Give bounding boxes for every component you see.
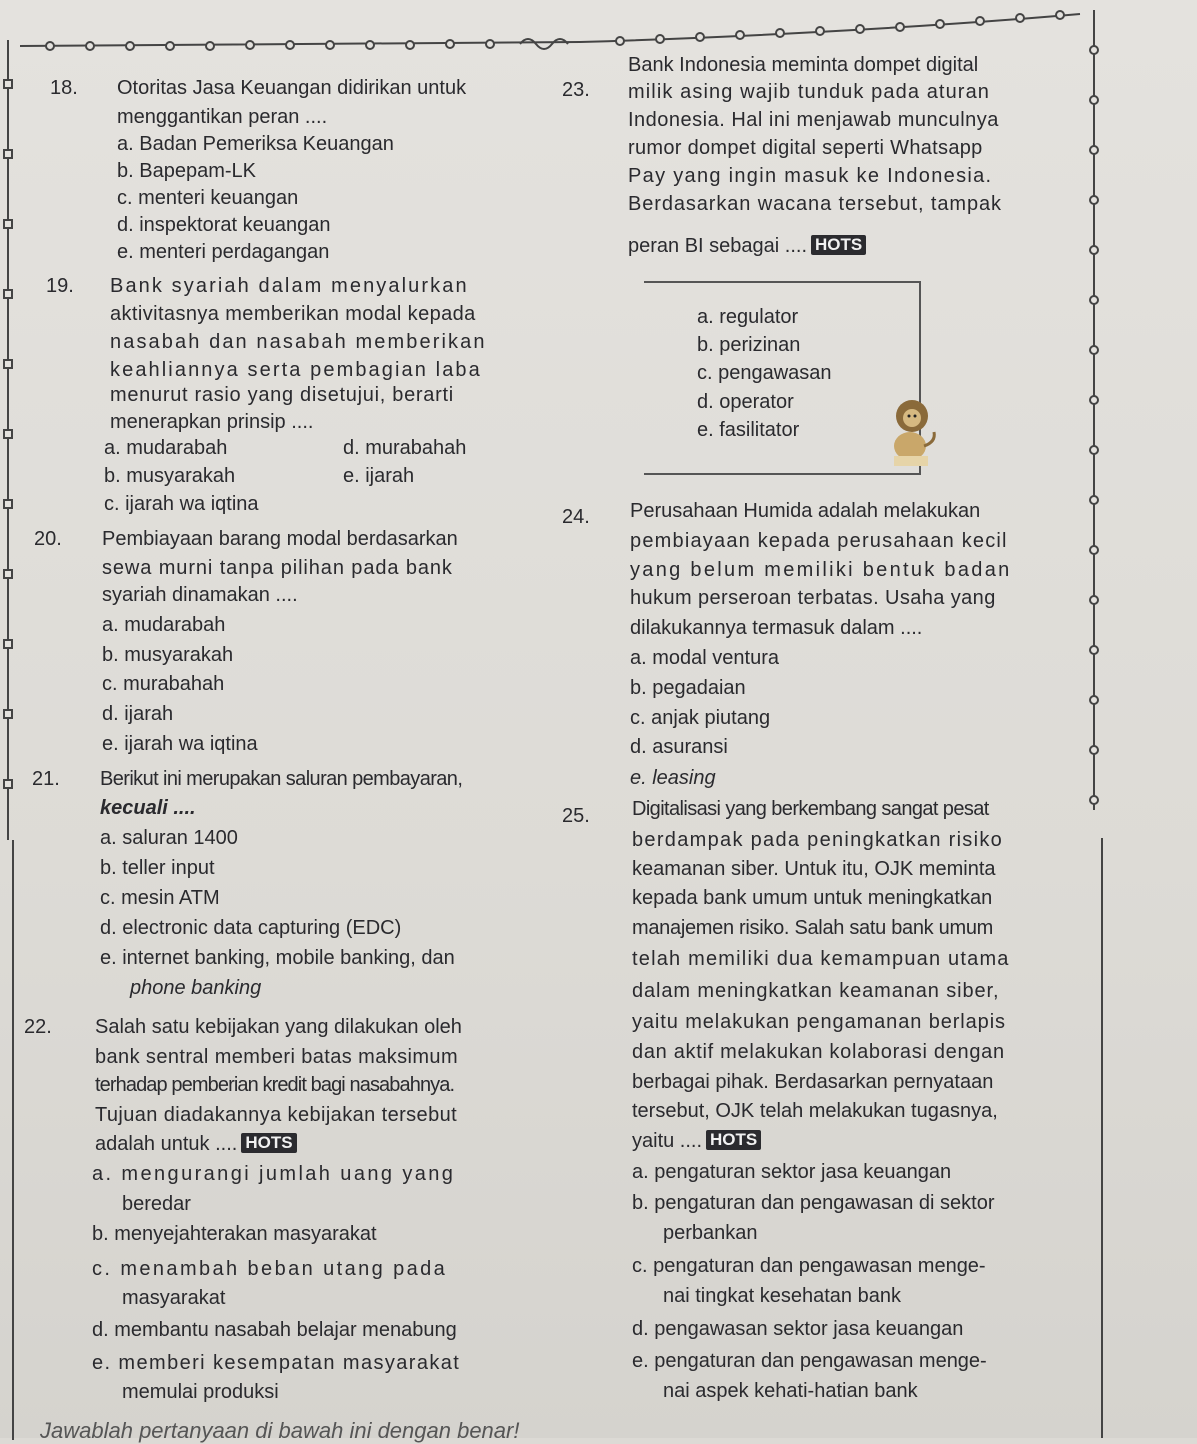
answer-option[interactable]: a. Badan Pemeriksa Keuangan <box>117 133 394 155</box>
question-stem: menerapkan prinsip .... <box>110 411 314 433</box>
decorative-border-right-lower <box>1101 838 1117 1438</box>
question-stem: Pay yang ingin masuk ke Indonesia. <box>628 165 993 187</box>
question-number: 18. <box>50 77 78 99</box>
question-stem: menurut rasio yang disetujui, berarti <box>110 384 454 406</box>
question-stem: Berikut ini merupakan saluran pembayaran, <box>100 768 463 790</box>
question-stem: peran BI sebagai .... HOTS <box>628 232 866 262</box>
answer-option[interactable]: c. menteri keuangan <box>117 187 299 209</box>
answer-option[interactable]: c. pengaturan dan pengawasan menge- <box>632 1255 986 1277</box>
question-stem: rumor dompet digital seperti Whatsapp <box>628 137 983 159</box>
answer-option[interactable]: d. pengawasan sektor jasa keuangan <box>632 1318 964 1340</box>
answer-option[interactable]: b. pengaturan dan pengawasan di sektor <box>632 1192 995 1214</box>
answer-option[interactable]: d. inspektorat keuangan <box>117 214 331 236</box>
question-stem: aktivitasnya memberikan modal kepada <box>110 303 476 325</box>
question-number: 23. <box>562 79 590 101</box>
answer-option[interactable]: d. ijarah <box>102 703 174 725</box>
question-stem: syariah dinamakan .... <box>102 584 298 606</box>
answer-option[interactable]: d. operator <box>697 391 794 413</box>
answer-option[interactable]: d. murabahah <box>343 437 467 459</box>
answer-option[interactable]: a. modal ventura <box>630 647 779 669</box>
answer-option[interactable]: c. anjak piutang <box>630 707 771 729</box>
answer-option[interactable]: b. perizinan <box>697 334 801 356</box>
question-stem: berdampak pada peningkatkan risiko <box>632 829 1004 851</box>
question-number: 24. <box>562 506 590 528</box>
question-stem: Pembiayaan barang modal berdasarkan <box>102 528 458 550</box>
question-stem: Bank Indonesia meminta dompet digital <box>628 54 979 76</box>
answer-option[interactable]: e. memberi kesempatan masyarakat <box>92 1352 461 1374</box>
answer-option-continuation: beredar <box>122 1193 191 1215</box>
answer-option-continuation: memulai produksi <box>122 1381 279 1403</box>
question-stem: yang belum memiliki bentuk badan <box>630 559 1012 581</box>
answer-option[interactable]: b. musyarakah <box>104 465 236 487</box>
answer-option[interactable]: a. pengaturan sektor jasa keuangan <box>632 1161 952 1183</box>
answer-option[interactable]: b. musyarakah <box>102 644 234 666</box>
question-stem: kepada bank umum untuk meningkatkan <box>632 887 993 909</box>
question-stem: milik asing wajib tunduk pada aturan <box>628 81 991 103</box>
decorative-chain-border-right <box>1070 10 1106 810</box>
question-stem: dilakukannya termasuk dalam .... <box>630 617 923 639</box>
question-stem: Berdasarkan wacana tersebut, tampak <box>628 193 1002 215</box>
question-stem: menggantikan peran .... <box>117 106 328 128</box>
question-stem: terhadap pemberian kredit bagi nasabahnya. <box>95 1074 455 1096</box>
hots-badge: HOTS <box>811 235 866 255</box>
question-stem: bank sentral memberi batas maksimum <box>95 1046 459 1068</box>
answer-option[interactable]: c. murabahah <box>102 673 225 695</box>
answer-option[interactable]: c. mesin ATM <box>100 887 220 909</box>
answer-option[interactable]: e. menteri perdagangan <box>117 241 330 263</box>
instruction-footer-partial: Jawablah pertanyaan di bawah ini dengan benar! <box>40 1418 520 1443</box>
answer-option[interactable]: e. ijarah wa iqtina <box>102 733 258 755</box>
answer-option[interactable]: b. Bapepam-LK <box>117 160 256 182</box>
question-number: 20. <box>34 528 62 550</box>
answer-option[interactable]: b. teller input <box>100 857 215 879</box>
answer-option-continuation: nai aspek kehati-hatian bank <box>663 1380 918 1402</box>
question-stem: keamanan siber. Untuk itu, OJK meminta <box>632 858 996 880</box>
answer-option[interactable]: a. regulator <box>697 306 799 328</box>
question-number: 25. <box>562 805 590 827</box>
question-stem: Bank syariah dalam menyalurkan <box>110 275 469 297</box>
question-stem: sewa murni tanpa pilihan pada bank <box>102 557 453 579</box>
answer-option-continuation: masyarakat <box>122 1287 226 1309</box>
answer-option[interactable]: e. leasing <box>630 767 716 789</box>
question-stem: Salah satu kebijakan yang dilakukan oleh <box>95 1016 462 1038</box>
answer-option[interactable]: e. fasilitator <box>697 419 800 441</box>
question-stem: tersebut, OJK telah melakukan tugasnya, <box>632 1100 998 1122</box>
answer-option-continuation: perbankan <box>663 1222 758 1244</box>
question-stem: telah memiliki dua kemampuan utama <box>632 948 1010 970</box>
question-stem: kecuali .... <box>100 797 196 819</box>
answer-option[interactable]: a. mengurangi jumlah uang yang <box>92 1163 456 1185</box>
hots-badge: HOTS <box>241 1133 296 1153</box>
question-stem: dan aktif melakukan kolaborasi dengan <box>632 1041 1005 1063</box>
question-number: 22. <box>24 1016 52 1038</box>
answer-option[interactable]: e. pengaturan dan pengawasan menge- <box>632 1350 987 1372</box>
question-stem: Otoritas Jasa Keuangan didirikan untuk <box>117 77 467 99</box>
question-number: 19. <box>46 275 74 297</box>
question-stem: Perusahaan Humida adalah melakukan <box>630 500 981 522</box>
question-stem: dalam meningkatkan keamanan siber, <box>632 980 1000 1002</box>
answer-option[interactable]: a. saluran 1400 <box>100 827 238 849</box>
question-stem: keahliannya serta pembagian laba <box>110 359 482 381</box>
question-stem: Digitalisasi yang berkembang sangat pesat <box>632 798 989 820</box>
question-number: 21. <box>32 768 60 790</box>
question-stem: pembiayaan kepada perusahaan kecil <box>630 530 1008 552</box>
question-stem: adalah untuk .... HOTS <box>95 1130 297 1160</box>
question-stem: Indonesia. Hal ini menjawab munculnya <box>628 109 999 131</box>
answer-option[interactable]: c. menambah beban utang pada <box>92 1258 448 1280</box>
answer-option-continuation: nai tingkat kesehatan bank <box>663 1285 901 1307</box>
answer-option[interactable]: a. mudarabah <box>102 614 226 636</box>
answer-option[interactable]: b. pegadaian <box>630 677 746 699</box>
question-stem: yaitu .... HOTS <box>632 1127 761 1157</box>
question-stem: nasabah dan nasabah memberikan <box>110 331 487 353</box>
decorative-chain-border-left <box>0 40 28 840</box>
question-stem: yaitu melakukan pengamanan berlapis <box>632 1011 1006 1033</box>
answer-option[interactable]: d. membantu nasabah belajar menabung <box>92 1319 457 1341</box>
question-stem: berbagai pihak. Berdasarkan pernyataan <box>632 1071 994 1093</box>
question-stem: manajemen risiko. Salah satu bank umum <box>632 917 994 939</box>
hots-badge: HOTS <box>706 1130 761 1150</box>
decorative-border-left-lower <box>0 840 14 1440</box>
answer-option[interactable]: e. ijarah <box>343 465 415 487</box>
answer-option-continuation: phone banking <box>130 977 262 999</box>
question-stem: hukum perseroan terbatas. Usaha yang <box>630 587 996 609</box>
answer-option[interactable]: a. mudarabah <box>104 437 228 459</box>
lion-mascot-icon <box>880 396 940 472</box>
answer-option[interactable]: e. internet banking, mobile banking, dan <box>100 947 455 969</box>
question-stem: Tujuan diadakannya kebijakan tersebut <box>95 1104 458 1126</box>
answer-option[interactable]: c. ijarah wa iqtina <box>104 493 259 515</box>
answer-option[interactable]: d. asuransi <box>630 736 728 758</box>
answer-option[interactable]: c. pengawasan <box>697 362 832 384</box>
answer-option[interactable]: d. electronic data capturing (EDC) <box>100 917 402 939</box>
answer-option[interactable]: b. menyejahterakan masyarakat <box>92 1223 377 1245</box>
